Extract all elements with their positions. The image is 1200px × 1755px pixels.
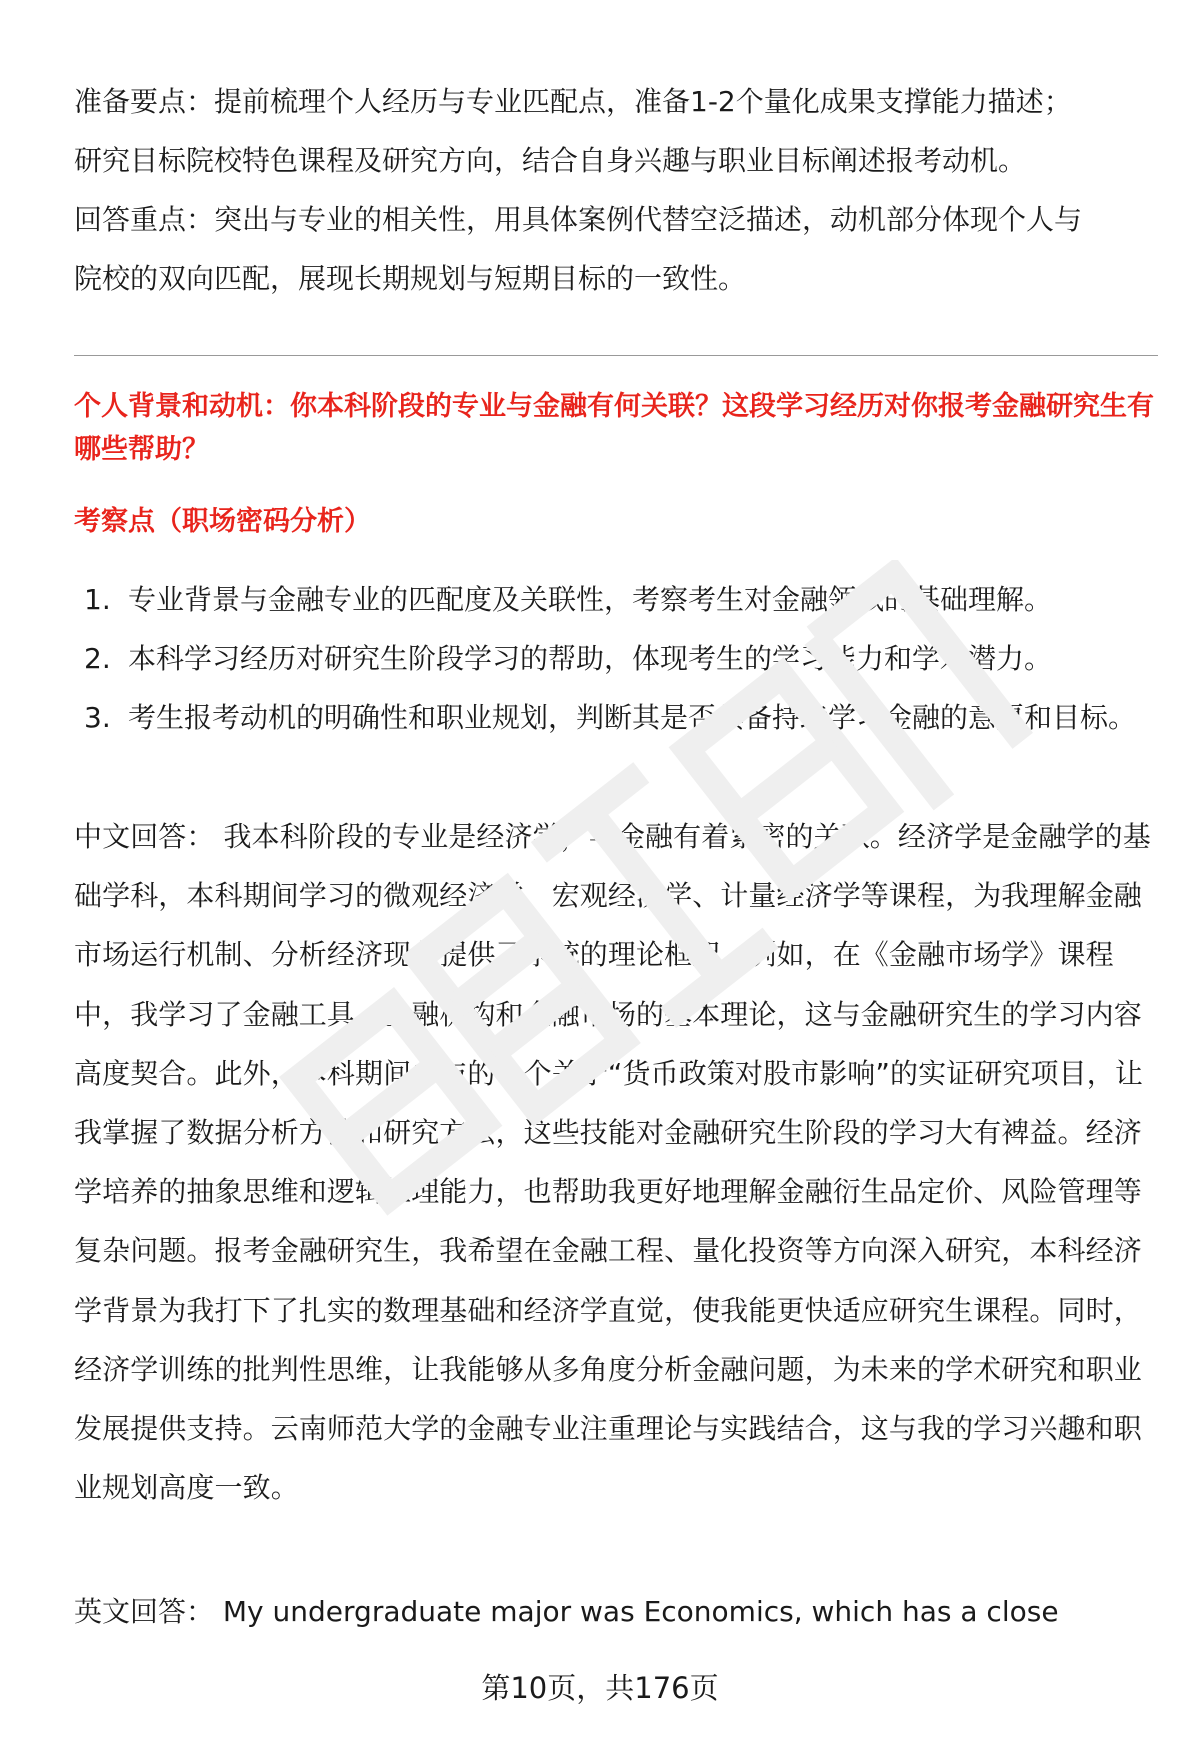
question-heading: 个人背景和动机：你本科阶段的专业与金融有何关联？这段学习经历对你报考金融研究生有哪些帮助？: [74, 391, 1154, 465]
analysis-points: [74, 570, 1160, 747]
list-item-text: 本科学习经历对研究生阶段学习的帮助，体现考生的学习能力和学术潜力。: [128, 642, 1053, 675]
list-item-text: 专业背景与金融专业的匹配度及关联性，考察考生对金融领域的基础理解。: [128, 583, 1053, 616]
list-item: [74, 570, 1160, 629]
list-number: 1.: [84, 583, 111, 616]
prep-line: 准备要点：提前梳理个人经历与专业匹配点，准备1-2个量化成果支撑能力描述；: [74, 85, 1072, 118]
prep-line: 回答重点：突出与专业的相关性，用具体案例代替空泛描述，动机部分体现个人与: [74, 203, 1083, 236]
prep-line: 院校的双向匹配，展现长期规划与短期目标的一致性。: [74, 262, 747, 295]
english-answer: 英文回答： My undergraduate major was Economics, which has a close: [74, 1595, 1059, 1628]
analysis-title: 考察点（职场密码分析）: [74, 506, 371, 537]
list-item-text: 考生报考动机的明确性和职业规划，判断其是否具备持续学习金融的意愿和目标。: [128, 701, 1137, 734]
section-divider: [74, 355, 1158, 356]
page-number: 第10页，共176页: [481, 1671, 719, 1705]
prep-notes: [74, 72, 1160, 308]
list-item: [74, 629, 1160, 688]
list-number: 3.: [84, 701, 111, 734]
prep-line: 研究目标院校特色课程及研究方向，结合自身兴趣与职业目标阐述报考动机。: [74, 144, 1027, 177]
list-item: [74, 688, 1160, 747]
chinese-answer: 中文回答： 我本科阶段的专业是经济学，与金融有着紧密的关联。经济学是金融学的基础学科，本科期间学习的微观经济学、宏观经济学、计量经济学等课程，为我理解金融市场运行机制、分析经济现象提供了系统的理论框架。例如，在《金融市场学》课程中，我学习了金融工具、金融机构和金融市场的基本理论，这与金融研究生的学习内容高度契合。此外，本科期间参与的一个关于“货币政策对股市影响”的实证研究项目，让我掌握了数据分析方法和研究方法，这些技能对金融研究生阶段的学习大有裨益。经济学培养的抽象思维和逻辑推理能力，也帮助我更好地理解金融衍生品定价、风险管理等复杂问题。报考金融研究生，我希望在金融工程、量化投资等方向深入研究，本科经济学背景为我打下了扎实的数理基础和经济学直觉，使我能更快适应研究生课程。同时，经济学训练的批判性思维，让我能够从多角度分析金融问题，为未来的学术研究和职业发展提供支持。云南师范大学的金融专业注重理论与实践结合，这与我的学习兴趣和职业规划高度一致。: [74, 820, 1151, 1505]
list-number: 2.: [84, 642, 111, 675]
document-page: [74, 0, 1160, 1755]
